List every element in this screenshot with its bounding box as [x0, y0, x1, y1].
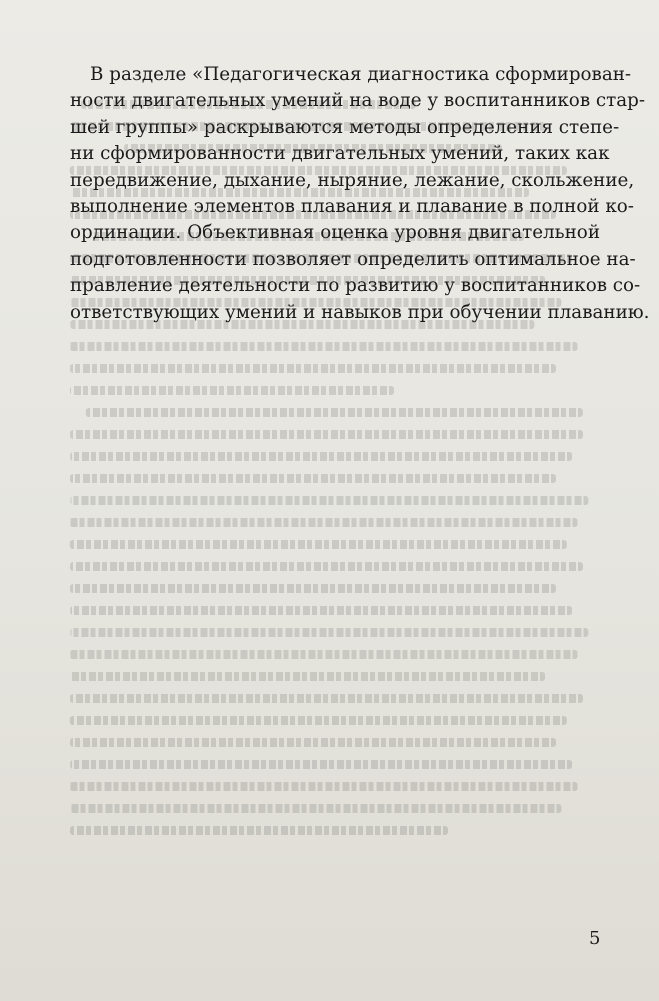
- paragraph-line: В разделе «Педагогическая диагностика сформирован-: [90, 64, 632, 85]
- paragraph-line: ординации. Объективная оценка уровня двигательной: [70, 222, 600, 244]
- paragraph-line: правление деятельности по развитию у воспитанников со-: [70, 275, 641, 297]
- paragraph-line: передвижение, дыхание, ныряние, лежание, скольжение,: [70, 169, 635, 191]
- paragraph-line: подготовленности позволяет определить оптимальное на-: [70, 248, 636, 270]
- paragraph-line: шей группы» раскрываются методы определения степе-: [70, 116, 620, 138]
- body-paragraph: [70, 62, 650, 326]
- page-number: 5: [589, 928, 601, 949]
- paragraph-line: ни сформированности двигательных умений, таких как: [70, 143, 610, 165]
- paragraph-line: выполнение элементов плавания и плавание в полной ко-: [70, 196, 634, 218]
- paragraph-line: ответствующих умений и навыков при обучении плаванию.: [70, 301, 650, 323]
- paragraph-line: ности двигательных умений на воде у воспитанников стар-: [70, 90, 646, 112]
